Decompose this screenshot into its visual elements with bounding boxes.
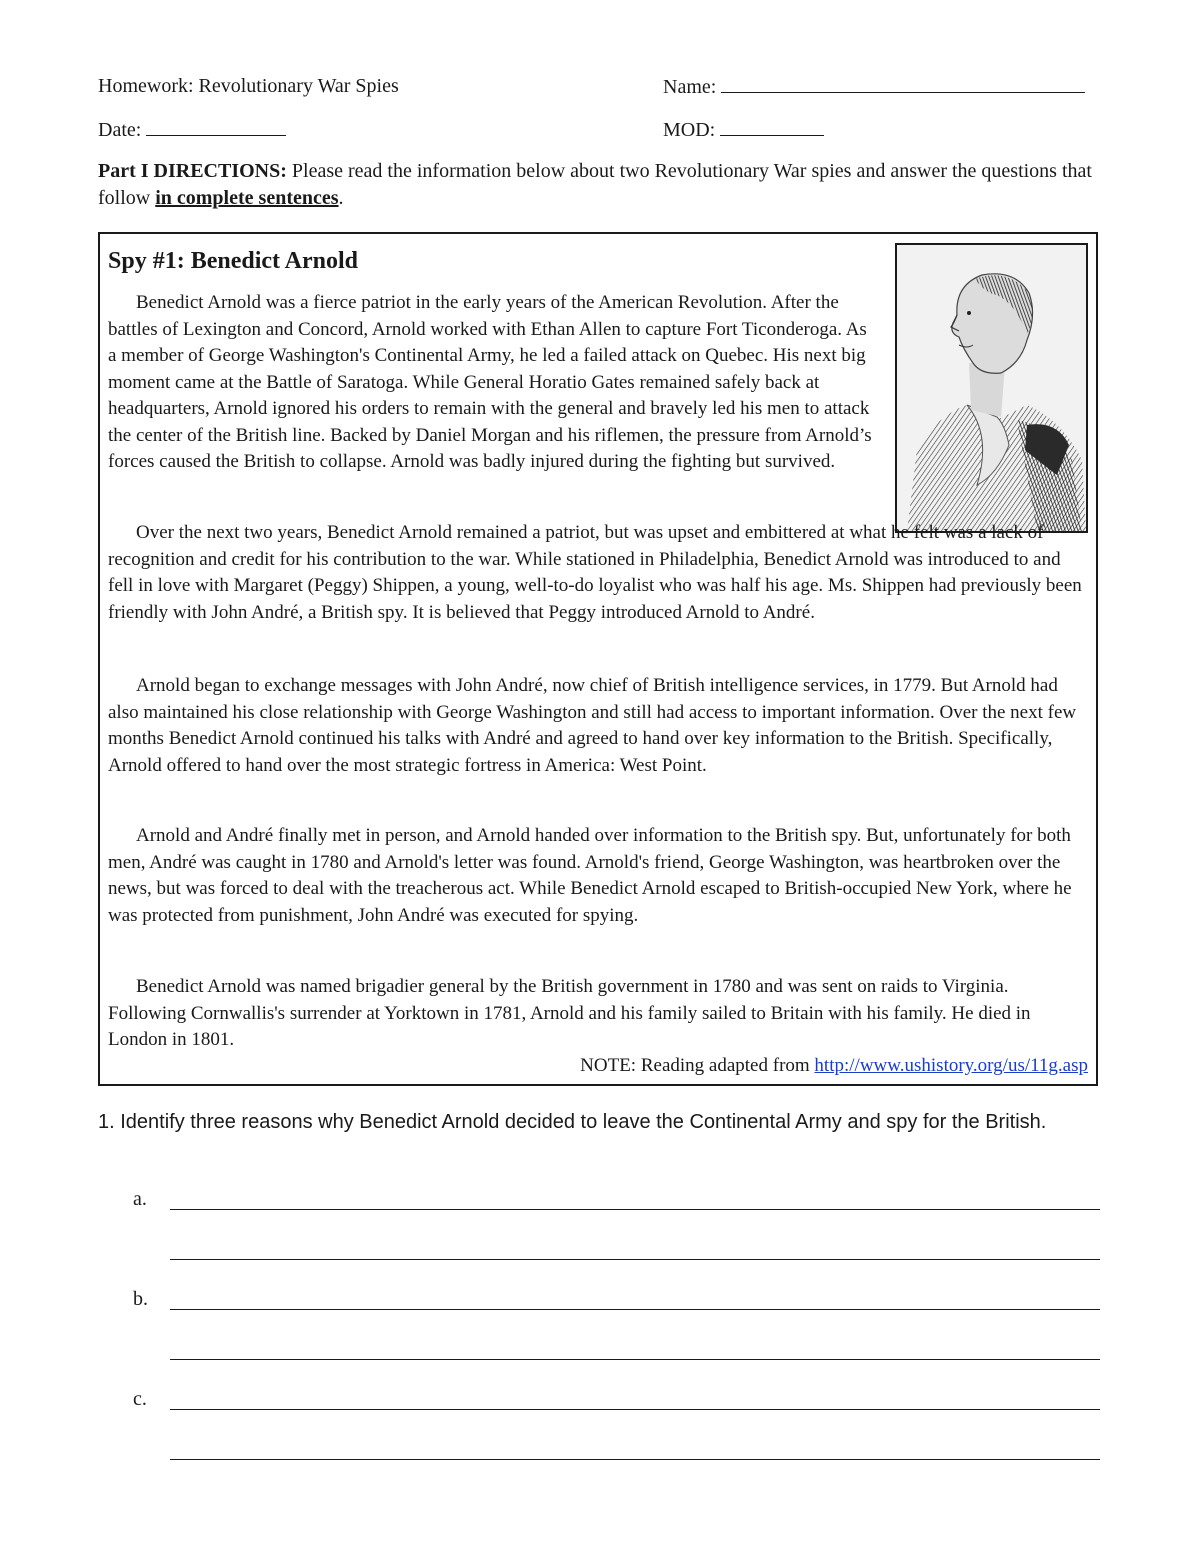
date-blank [146, 117, 286, 136]
worksheet-title: Homework: Revolutionary War Spies [98, 75, 399, 97]
directions-text: Please read the information below about two Revolutionary War spies and answer the questions that follow [98, 160, 1092, 209]
directions-emphasis: in complete sentences [155, 187, 339, 209]
option-label-a: a. [133, 1188, 147, 1210]
portrait-image [897, 245, 1086, 531]
answer-line[interactable] [170, 1209, 1100, 1210]
directions-end: . [338, 187, 344, 209]
name-blank [721, 74, 1085, 93]
option-label-c: c. [133, 1388, 147, 1410]
reading-note [580, 1055, 1088, 1077]
option-label-b: b. [133, 1288, 148, 1310]
reading-title: Spy #1: Benedict Arnold [108, 248, 359, 274]
date-field [98, 117, 286, 142]
directions [98, 158, 1108, 212]
answer-line[interactable] [170, 1459, 1100, 1460]
answer-line[interactable] [170, 1359, 1100, 1360]
mod-field [663, 117, 824, 142]
reading-paragraph: Arnold and André finally met in person, and Arnold handed over information to the British spy. But, unfortunately for both men, André was caught in 1780 and Arnold's letter was found. Arnold's friend, George Washington, was heartbroken over the news, but was forced to deal with the treacherous act. While Benedict Arnold escaped to British-occupied New York, where he was protected from punishment, John André was executed for spying. [108, 825, 1072, 926]
mod-label: MOD: [663, 119, 716, 141]
note-prefix: NOTE: Reading adapted from [580, 1055, 815, 1076]
reading-paragraph: Arnold began to exchange messages with John André, now chief of British intelligence services, in 1779. But Arnold had also maintained his close relationship with George Washington and still had access to important information. Over the next few months Benedict Arnold continued his talks with André and agreed to hand over key information to the British. Specifically, Arnold offered to hand over the most strategic fortress in America: West Point. [108, 675, 1077, 776]
mod-blank [720, 117, 824, 136]
benedict-arnold-portrait [895, 243, 1088, 533]
date-label: Date: [98, 119, 142, 141]
answer-line[interactable] [170, 1409, 1100, 1410]
answer-line[interactable] [170, 1259, 1100, 1260]
question-1: 1. Identify three reasons why Benedict Arnold decided to leave the Continental Army and spy for the British. [98, 1111, 1047, 1133]
directions-lead: Part I DIRECTIONS: [98, 160, 287, 182]
name-field [663, 74, 1085, 99]
answer-line[interactable] [170, 1309, 1100, 1310]
reading-paragraph: Benedict Arnold was named brigadier general by the British government in 1780 and was sent on raids to Virginia. Following Cornwallis's surrender at Yorktown in 1781, Arnold and his family sailed to Britain with his family. He died in London in 1801. [108, 976, 1031, 1050]
name-label: Name: [663, 76, 717, 98]
reading-paragraph: Over the next two years, Benedict Arnold remained a patriot, but was upset and embittered at what he felt was a lack of recognition and credit for his contribution to the war. While stationed in Philadelphia, Benedict Arnold was introduced to and fell in love with Margaret (Peggy) Shippen, a young, well-to-do loyalist who was half his age. Ms. Shippen had previously been friendly with John André, a British spy. It is believed that Peggy introduced Arnold to André. [108, 522, 1082, 623]
source-link[interactable]: http://www.ushistory.org/us/11g.asp [814, 1055, 1088, 1076]
reading-paragraph: Benedict Arnold was a fierce patriot in the early years of the American Revolution. After the battles of Lexington and Concord, Arnold worked with Ethan Allen to capture Fort Ticonderoga. As a member of George Washington's Continental Army, he led a failed attack on Quebec. His next big moment came at the Battle of Saratoga. While General Horatio Gates remained safely back at headquarters, Arnold ignored his orders to remain with the general and bravely led his men to attack the center of the British line. Backed by Daniel Morgan and his riflemen, the pressure from Arnold’s forces caused the British to collapse. Arnold was badly injured during the fighting but survived. [108, 292, 872, 472]
